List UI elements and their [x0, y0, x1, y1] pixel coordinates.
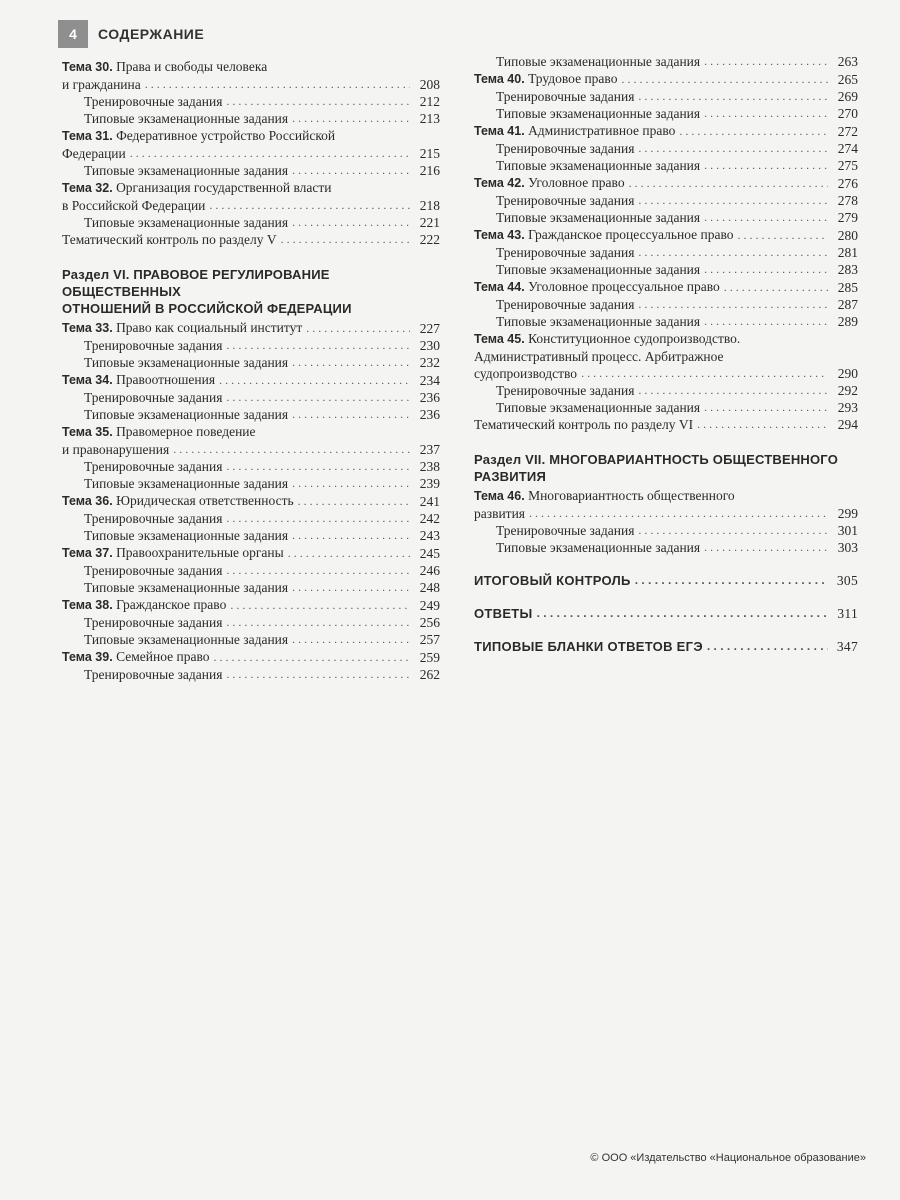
page-ref: 242 — [419, 511, 440, 526]
dot-leader — [130, 145, 410, 162]
page-ref: 213 — [419, 111, 440, 126]
toc-topic — [62, 423, 440, 458]
entry-title: развития — [474, 506, 526, 521]
entry-title: Тренировочные задания — [84, 390, 223, 405]
dot-leader — [226, 510, 410, 527]
dot-leader — [230, 597, 410, 614]
toc-subentry[interactable] — [62, 337, 440, 354]
toc-subentry[interactable] — [62, 527, 440, 544]
dot-leader — [638, 382, 828, 399]
dot-leader — [704, 209, 828, 226]
topic-prefix: Тема 35. — [62, 425, 113, 439]
toc-entry[interactable] — [474, 416, 858, 433]
entry-title: Типовые экзаменационные задания — [496, 540, 701, 555]
toc-subentry[interactable] — [62, 162, 440, 179]
toc-subentry[interactable] — [62, 562, 440, 579]
topic-line: Административный процесс. Арбитражное — [474, 349, 724, 364]
entry-title: в Российской Федерации — [62, 198, 206, 213]
toc-subentry[interactable] — [474, 522, 858, 539]
topic-line: Тема 45. Конституционное судопроизводство. — [474, 331, 741, 346]
toc-topic[interactable] — [62, 492, 440, 510]
page-ref: 281 — [837, 245, 858, 260]
section-heading — [62, 266, 440, 317]
toc-left-column — [62, 58, 440, 683]
page-ref: 236 — [419, 390, 440, 405]
entry-title: Тренировочные задания — [496, 245, 635, 260]
toc-subentry[interactable] — [62, 110, 440, 127]
entry-title: Типовые экзаменационные задания — [496, 400, 701, 415]
entry-title: Тема 40. Трудовое право — [474, 71, 618, 86]
toc-topic[interactable] — [62, 648, 440, 666]
page-ref: 305 — [836, 573, 858, 588]
entry-title: Тренировочные задания — [84, 615, 223, 630]
page-ref: 222 — [419, 232, 440, 247]
page-ref: 234 — [419, 373, 440, 388]
toc-subentry[interactable] — [474, 140, 858, 157]
topic-prefix: Тема 31. — [62, 129, 113, 143]
dot-leader — [292, 110, 410, 127]
topic-prefix: Тема 44. — [474, 280, 525, 294]
dot-leader — [638, 244, 828, 261]
publisher-footer: © ООО «Издательство «Национальное образование» — [590, 1152, 866, 1164]
dot-leader — [219, 372, 410, 389]
entry-title: Тренировочные задания — [496, 297, 635, 312]
page-ref: 245 — [419, 546, 440, 561]
entry-title: Тема 44. Уголовное процессуальное право — [474, 279, 720, 294]
topic-prefix: Тема 42. — [474, 176, 525, 190]
page-ref: 262 — [419, 667, 440, 682]
page-number: 4 — [58, 20, 88, 48]
topic-prefix: Тема 40. — [474, 72, 525, 86]
entry-title: Тренировочные задания — [496, 193, 635, 208]
dot-leader — [638, 140, 828, 157]
dot-leader — [226, 93, 410, 110]
entry-title: Тренировочные задания — [84, 511, 223, 526]
entry-title: Тренировочные задания — [84, 667, 223, 682]
entry-title: Тренировочные задания — [84, 563, 223, 578]
toc-topic[interactable] — [474, 122, 858, 140]
dot-leader — [704, 105, 828, 122]
page-ref: 293 — [837, 400, 858, 415]
page-ref: 218 — [419, 198, 440, 213]
topic-line: Тема 46. Многовариантность общественного — [474, 488, 735, 503]
toc-subentry[interactable] — [474, 539, 858, 556]
toc-topic[interactable] — [62, 319, 440, 337]
entry-title: Тема 43. Гражданское процессуальное право — [474, 227, 734, 242]
page-ref: 287 — [837, 297, 858, 312]
page-ref: 311 — [837, 606, 858, 621]
dot-leader — [638, 88, 828, 105]
entry-title: Тема 38. Гражданское право — [62, 597, 227, 612]
entry-title: Типовые экзаменационные задания — [84, 632, 289, 647]
toc-subentry[interactable] — [62, 510, 440, 527]
page-ref: 256 — [419, 615, 440, 630]
toc-major-entry[interactable] — [474, 605, 858, 622]
page-ref: 278 — [837, 193, 858, 208]
entry-title: Тема 42. Уголовное право — [474, 175, 625, 190]
dot-leader — [306, 320, 410, 337]
toc-topic[interactable] — [474, 278, 858, 296]
entry-title: судопроизводство — [474, 366, 578, 381]
entry-title: Тема 37. Правоохранительные органы — [62, 545, 284, 560]
topic-last-line[interactable] — [62, 145, 440, 162]
toc-subentry[interactable] — [62, 93, 440, 110]
dot-leader — [629, 175, 828, 192]
toc-entry[interactable] — [62, 231, 440, 248]
page-ref: 227 — [419, 321, 440, 336]
toc-subentry[interactable] — [474, 382, 858, 399]
topic-prefix: Тема 33. — [62, 321, 113, 335]
topic-prefix: Тема 32. — [62, 181, 113, 195]
toc-subentry[interactable] — [474, 209, 858, 226]
entry-title: Типовые экзаменационные задания — [496, 262, 701, 277]
dot-leader — [704, 157, 828, 174]
entry-title: Типовые экзаменационные задания — [496, 314, 701, 329]
topic-prefix: Тема 39. — [62, 650, 113, 664]
entry-title: Типовые экзаменационные задания — [496, 106, 701, 121]
page-ref: 279 — [837, 210, 858, 225]
section-heading — [474, 451, 858, 485]
toc-major-entry[interactable] — [474, 572, 858, 589]
toc-subentry[interactable] — [474, 296, 858, 313]
entry-title: и гражданина — [62, 77, 141, 92]
entry-title: Тематический контроль по разделу VI — [474, 417, 694, 432]
section-line: Раздел VI. ПРАВОВОЕ РЕГУЛИРОВАНИЕ ОБЩЕСТВЕННЫХ — [62, 267, 330, 299]
entry-title: Федерации — [62, 146, 126, 161]
toc-topic — [474, 330, 858, 382]
topic-last-line[interactable] — [62, 76, 440, 93]
page-ref: 265 — [837, 72, 858, 87]
page-ref: 263 — [837, 54, 858, 69]
topic-line: Тема 31. Федеративное устройство Российской — [62, 128, 336, 143]
entry-title: Тренировочные задания — [84, 94, 223, 109]
entry-title: Тренировочные задания — [84, 459, 223, 474]
entry-title: Тренировочные задания — [496, 383, 635, 398]
page-ref: 299 — [837, 506, 858, 521]
topic-last-line[interactable] — [474, 505, 858, 522]
page-ref: 208 — [419, 77, 440, 92]
page-ref: 221 — [419, 215, 440, 230]
entry-title: и правонарушения — [62, 442, 170, 457]
dot-leader — [581, 365, 828, 382]
section-line: ОТНОШЕНИЙ В РОССИЙСКОЙ ФЕДЕРАЦИИ — [62, 301, 352, 316]
page-ref: 283 — [837, 262, 858, 277]
dot-leader — [173, 441, 410, 458]
dot-leader — [226, 389, 410, 406]
section-line: Раздел VII. МНОГОВАРИАНТНОСТЬ ОБЩЕСТВЕННОГО — [474, 452, 839, 467]
dot-leader — [635, 572, 828, 589]
toc-topic — [62, 127, 440, 162]
dot-leader — [226, 458, 410, 475]
toc-subentry[interactable] — [62, 666, 440, 683]
dot-leader — [704, 539, 828, 556]
toc-topic[interactable] — [474, 174, 858, 192]
page-ref: 216 — [419, 163, 440, 178]
topic-line: Тема 32. Организация государственной власти — [62, 180, 332, 195]
page-ref: 347 — [836, 639, 858, 654]
page-ref: 215 — [419, 146, 440, 161]
page-ref: 232 — [419, 355, 440, 370]
toc-topic[interactable] — [474, 226, 858, 244]
dot-leader — [292, 527, 410, 544]
toc-subentry[interactable] — [474, 261, 858, 278]
dot-leader — [529, 505, 828, 522]
dot-leader — [704, 313, 828, 330]
entry-title: ИТОГОВЫЙ КОНТРОЛЬ — [474, 573, 631, 588]
dot-leader — [292, 406, 410, 423]
toc-topic — [474, 487, 858, 522]
page-ref: 237 — [419, 442, 440, 457]
toc-topic[interactable] — [62, 544, 440, 562]
entry-title: Типовые экзаменационные задания — [496, 158, 701, 173]
toc-subentry[interactable] — [62, 614, 440, 631]
toc-topic[interactable] — [474, 70, 858, 88]
topic-prefix: Тема 41. — [474, 124, 525, 138]
entry-title: Тема 41. Административное право — [474, 123, 676, 138]
dot-leader — [281, 231, 410, 248]
toc-subentry[interactable] — [474, 399, 858, 416]
entry-title: Типовые экзаменационные задания — [84, 215, 289, 230]
page-ref: 285 — [837, 280, 858, 295]
entry-title: Типовые экзаменационные задания — [84, 355, 289, 370]
toc-subentry[interactable] — [62, 475, 440, 492]
page-ref: 269 — [837, 89, 858, 104]
dot-leader — [697, 416, 828, 433]
toc-subentry[interactable] — [474, 88, 858, 105]
page-ref: 246 — [419, 563, 440, 578]
toc-subentry[interactable] — [62, 214, 440, 231]
dot-leader — [679, 123, 828, 140]
toc-subentry[interactable] — [474, 244, 858, 261]
page-ref: 294 — [837, 417, 858, 432]
dot-leader — [704, 53, 828, 70]
topic-last-line[interactable] — [62, 441, 440, 458]
topic-line: Тема 35. Правомерное поведение — [62, 424, 256, 439]
toc-subentry[interactable] — [474, 313, 858, 330]
toc-topic — [62, 58, 440, 93]
page-ref: 248 — [419, 580, 440, 595]
dot-leader — [226, 337, 410, 354]
page-header — [58, 20, 204, 48]
page-ref: 290 — [837, 366, 858, 381]
dot-leader — [214, 649, 411, 666]
dot-leader — [288, 545, 410, 562]
dot-leader — [226, 562, 410, 579]
dot-leader — [704, 399, 828, 416]
entry-title: Типовые экзаменационные задания — [84, 407, 289, 422]
entry-title: Тема 33. Право как социальный институт — [62, 320, 303, 335]
entry-title: Типовые экзаменационные задания — [496, 210, 701, 225]
entry-title: Типовые экзаменационные задания — [84, 476, 289, 491]
topic-prefix: Тема 30. — [62, 60, 113, 74]
topic-prefix: Тема 36. — [62, 494, 113, 508]
dot-leader — [638, 522, 828, 539]
page-ref: 270 — [837, 106, 858, 121]
page-ref: 243 — [419, 528, 440, 543]
page-ref: 239 — [419, 476, 440, 491]
dot-leader — [537, 605, 828, 622]
topic-line: Тема 30. Права и свободы человека — [62, 59, 268, 74]
dot-leader — [226, 614, 410, 631]
entry-title: Тематический контроль по разделу V — [62, 232, 277, 247]
entry-title: Тема 36. Юридическая ответственность — [62, 493, 294, 508]
dot-leader — [292, 354, 410, 371]
page-ref: 259 — [419, 650, 440, 665]
dot-leader — [226, 666, 410, 683]
topic-prefix: Тема 37. — [62, 546, 113, 560]
dot-leader — [638, 192, 828, 209]
entry-title: ТИПОВЫЕ БЛАНКИ ОТВЕТОВ ЕГЭ — [474, 639, 703, 654]
page-ref: 241 — [419, 494, 440, 509]
page-ref: 249 — [419, 598, 440, 613]
dot-leader — [209, 197, 410, 214]
header-title: СОДЕРЖАНИЕ — [98, 26, 205, 42]
dot-leader — [292, 579, 410, 596]
dot-leader — [621, 71, 828, 88]
dot-leader — [298, 493, 410, 510]
toc-subentry[interactable] — [474, 192, 858, 209]
dot-leader — [724, 279, 828, 296]
page-ref: 274 — [837, 141, 858, 156]
toc-subentry[interactable] — [474, 157, 858, 174]
entry-title: Тренировочные задания — [496, 141, 635, 156]
topic-prefix: Тема 34. — [62, 373, 113, 387]
toc-subentry[interactable] — [62, 579, 440, 596]
dot-leader — [292, 475, 410, 492]
entry-title: Тренировочные задания — [496, 89, 635, 104]
page-ref: 301 — [837, 523, 858, 538]
toc-subentry[interactable] — [62, 631, 440, 648]
page-ref: 280 — [837, 228, 858, 243]
dot-leader — [737, 227, 828, 244]
topic-prefix: Тема 46. — [474, 489, 525, 503]
page-ref: 272 — [837, 124, 858, 139]
topic-prefix: Тема 43. — [474, 228, 525, 242]
page-ref: 212 — [419, 94, 440, 109]
dot-leader — [707, 638, 828, 655]
topic-prefix: Тема 38. — [62, 598, 113, 612]
toc-subentry[interactable] — [62, 389, 440, 406]
toc-subentry[interactable] — [62, 354, 440, 371]
dot-leader — [638, 296, 828, 313]
toc-subentry[interactable] — [62, 406, 440, 423]
entry-title: Типовые экзаменационные задания — [84, 528, 289, 543]
entry-title: ОТВЕТЫ — [474, 606, 533, 621]
toc-right-column — [474, 53, 858, 655]
page-ref: 230 — [419, 338, 440, 353]
toc-topic[interactable] — [62, 371, 440, 389]
section-line: РАЗВИТИЯ — [474, 469, 547, 484]
toc-topic — [62, 179, 440, 214]
entry-title: Тема 34. Правоотношения — [62, 372, 216, 387]
entry-title: Тема 39. Семейное право — [62, 649, 210, 664]
toc-subentry[interactable] — [474, 53, 858, 70]
page-ref: 236 — [419, 407, 440, 422]
page-ref: 276 — [837, 176, 858, 191]
entry-title: Типовые экзаменационные задания — [84, 580, 289, 595]
dot-leader — [292, 162, 410, 179]
entry-title: Типовые экзаменационные задания — [84, 163, 289, 178]
dot-leader — [292, 214, 410, 231]
entry-title: Типовые экзаменационные задания — [84, 111, 289, 126]
entry-title: Типовые экзаменационные задания — [496, 54, 701, 69]
toc-subentry[interactable] — [62, 458, 440, 475]
dot-leader — [292, 631, 410, 648]
page-ref: 257 — [419, 632, 440, 647]
entry-title: Тренировочные задания — [496, 523, 635, 538]
toc-subentry[interactable] — [474, 105, 858, 122]
page-ref: 289 — [837, 314, 858, 329]
page-ref: 238 — [419, 459, 440, 474]
entry-title: Тренировочные задания — [84, 338, 223, 353]
page-ref: 275 — [837, 158, 858, 173]
toc-major-entry[interactable] — [474, 638, 858, 655]
topic-last-line[interactable] — [474, 365, 858, 382]
page-ref: 292 — [837, 383, 858, 398]
dot-leader — [704, 261, 828, 278]
toc-topic[interactable] — [62, 596, 440, 614]
dot-leader — [145, 76, 410, 93]
page-ref: 303 — [837, 540, 858, 555]
topic-last-line[interactable] — [62, 197, 440, 214]
topic-prefix: Тема 45. — [474, 332, 525, 346]
